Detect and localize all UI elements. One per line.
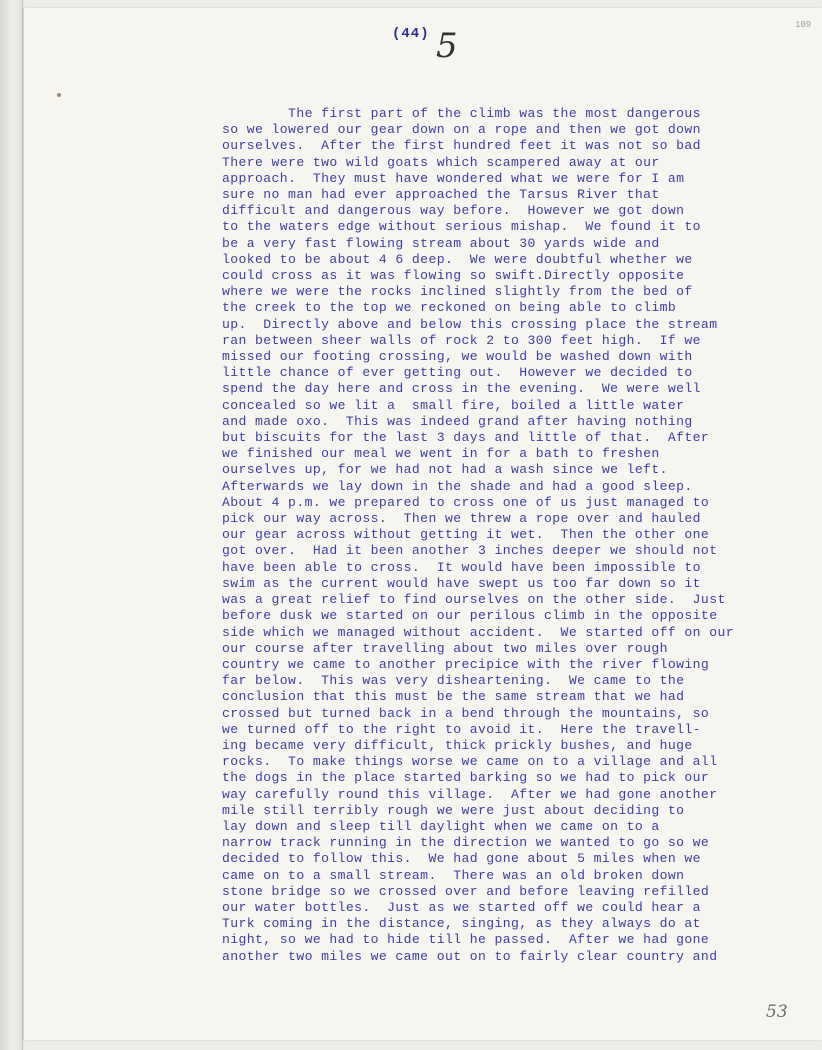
text-line: swim as the current would have swept us too far down so it	[222, 575, 701, 591]
text-line: Turk coming in the distance, singing, as they always do at	[222, 916, 701, 932]
text-line: spend the day here and cross in the evening. We were well	[222, 381, 701, 397]
text-line: narrow track running in the direction we wanted to go so we	[222, 835, 710, 851]
text-line: mile still terribly rough we were just about deciding to	[222, 802, 685, 818]
text-line: stone bridge so we crossed over and before leaving refilled	[222, 883, 710, 899]
text-line: There were two wild goats which scampered away at our	[222, 154, 660, 170]
text-line: before dusk we started on our perilous climb in the opposite	[222, 608, 718, 624]
text-line: to the waters edge without serious mishap. We found it to	[222, 219, 701, 235]
text-line: concealed so we lit a small fire, boiled a little water	[222, 397, 685, 413]
text-line: decided to follow this. We had gone about 5 miles when we	[222, 851, 701, 867]
text-line: little chance of ever getting out. However we decided to	[222, 365, 693, 381]
text-line: conclusion that this must be the same stream that we had	[222, 689, 685, 705]
text-line: About 4 p.m. we prepared to cross one of us just managed to	[222, 494, 710, 510]
typed-page-mark: (44)	[392, 26, 430, 42]
text-line: our gear across without getting it wet. Then the other one	[222, 527, 710, 543]
text-line: and made oxo. This was indeed grand after having nothing	[222, 413, 693, 429]
text-line: sure no man had ever approached the Tarsus River that	[222, 187, 660, 203]
text-line: the dogs in the place started barking so we had to pick our	[222, 770, 710, 786]
text-line: ourselves up, for we had not had a wash since we left.	[222, 462, 668, 478]
text-line: came on to a small stream. There was an old broken down	[222, 867, 685, 883]
text-line: way carefully round this village. After we had gone another	[222, 786, 718, 802]
text-line: could cross as it was flowing so swift.Directly opposite	[222, 268, 685, 284]
text-line: rocks. To make things worse we came on to a village and all	[222, 754, 718, 770]
text-line: difficult and dangerous way before. However we got down	[222, 203, 685, 219]
text-line: ing became very difficult, thick prickly bushes, and huge	[222, 737, 693, 753]
handwritten-page-number: 5	[436, 26, 458, 66]
text-line: we finished our meal we went in for a bath to freshen	[222, 446, 660, 462]
handwritten-folio-number: 53	[766, 1002, 788, 1022]
text-line: pick our way across. Then we threw a rope over and hauled	[222, 511, 701, 527]
adjacent-page-edge	[0, 0, 23, 1050]
text-line: ourselves. After the first hundred feet it was not so bad	[222, 138, 701, 154]
text-line: approach. They must have wondered what we were for I am	[222, 170, 685, 186]
text-line: got over. Had it been another 3 inches deeper we should not	[222, 543, 718, 559]
text-line: the creek to the top we reckoned on being able to climb	[222, 300, 677, 316]
text-line: be a very fast flowing stream about 30 yards wide and	[222, 235, 660, 251]
text-line: our water bottles. Just as we started off we could hear a	[222, 899, 701, 915]
text-line: night, so we had to hide till he passed. After we had gone	[222, 932, 710, 948]
text-line: our course after travelling about two miles over rough	[222, 640, 668, 656]
text-line: up. Directly above and below this crossing place the stream	[222, 316, 718, 332]
text-line: country we came to another precipice with the river flowing	[222, 656, 710, 672]
ink-mark	[57, 93, 61, 97]
text-line: we turned off to the right to avoid it. Here the travell-	[222, 721, 701, 737]
text-line: so we lowered our gear down on a rope and then we got down	[222, 122, 701, 138]
text-line: The first part of the climb was the most dangerous	[222, 106, 701, 121]
text-line: lay down and sleep till daylight when we came on to a	[222, 818, 660, 834]
text-line: but biscuits for the last 3 days and little of that. After	[222, 430, 710, 446]
text-line: was a great relief to find ourselves on the other side. Just	[222, 592, 726, 608]
text-line: Afterwards we lay down in the shade and had a good sleep.	[222, 478, 693, 494]
text-line: far below. This was very disheartening. We came to the	[222, 673, 685, 689]
archive-folio-number: 109	[795, 20, 812, 30]
text-line: ran between sheer walls of rock 2 to 300 feet high. If we	[222, 332, 701, 348]
text-line: another two miles we came out on to fairly clear country and	[222, 948, 718, 964]
text-line: missed our footing crossing, we would be washed down with	[222, 349, 693, 365]
text-line: looked to be about 4 6 deep. We were doubtful whether we	[222, 251, 693, 267]
text-line: side which we managed without accident. We started off on our	[222, 624, 734, 640]
text-line: where we were the rocks inclined slightly from the bed of	[222, 284, 693, 300]
typed-body-text	[222, 106, 822, 965]
text-line: crossed but turned back in a bend through the mountains, so	[222, 705, 710, 721]
text-line: have been able to cross. It would have been impossible to	[222, 559, 701, 575]
